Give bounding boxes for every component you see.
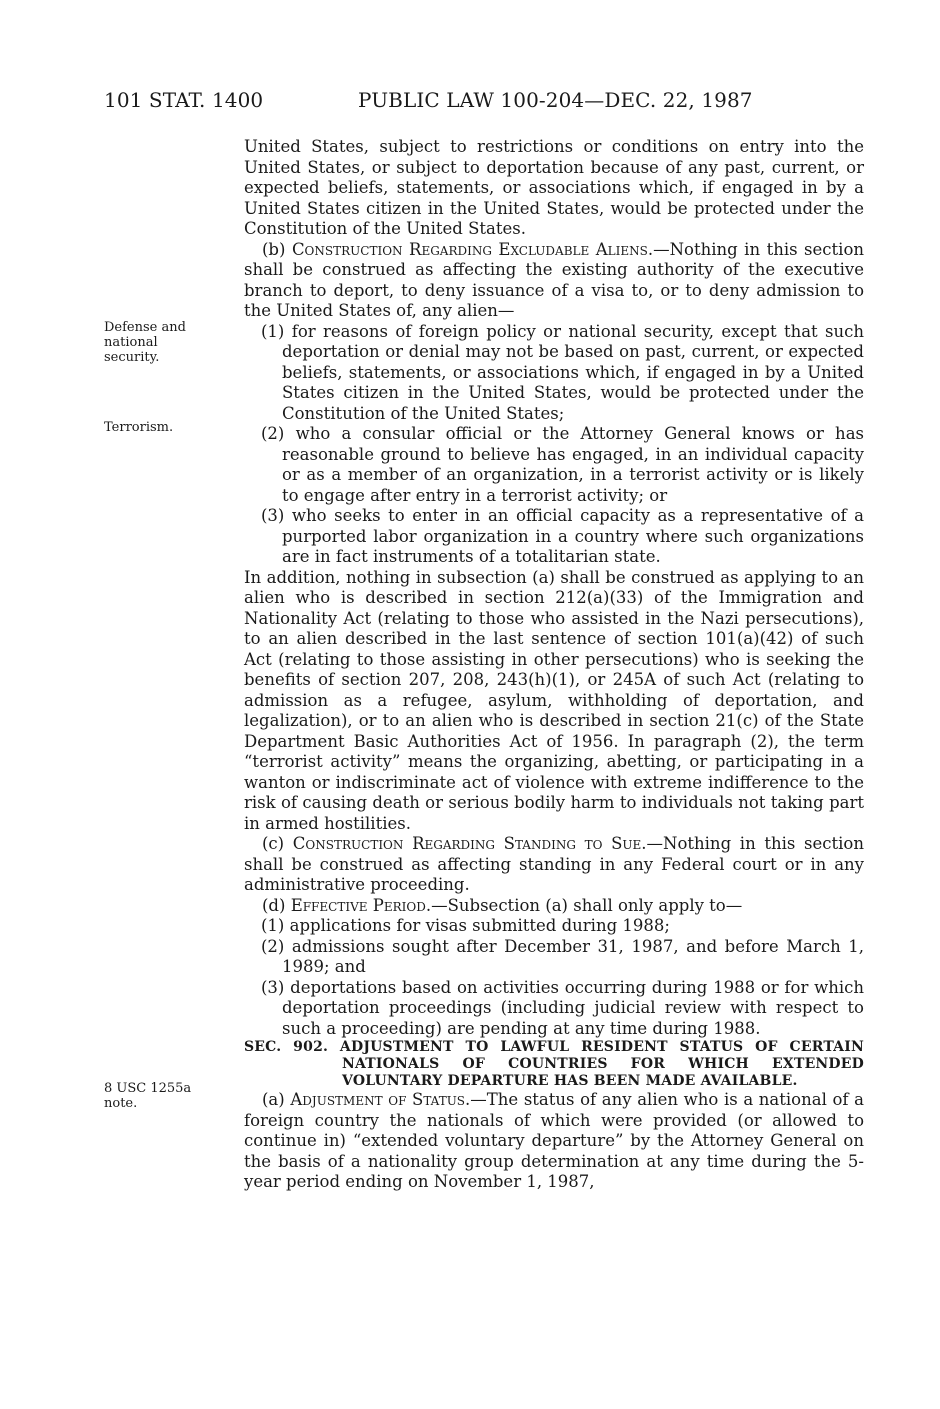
subsection-d-text: —Subsection (a) shall only apply to— (431, 895, 743, 915)
subsection-a-label: (a) (262, 1090, 285, 1109)
subsection-d-title: Effective Period. (290, 895, 432, 915)
margin-note-defense: Defense and national security. (104, 320, 186, 365)
paragraph-d1: (1) applications for visas submitted during 1988; (261, 916, 670, 935)
subsection-c-text: —Nothing in this section shall be construed as affecting standing in any Federal court or in any administrative proceeding. (244, 834, 864, 894)
subsection-d (244, 896, 864, 917)
paragraph-b3: (3) who seeks to enter in an official capacity as a representative of a purported labor organization in a country where such organizations are in fact instruments of a totalitarian state. (261, 506, 864, 566)
subsection-b-label: (b) (262, 239, 286, 259)
subsection-b-title: Construction Regarding Excludable Aliens. (291, 239, 654, 259)
paragraph-d3: (3) deportations based on activities occurring during 1988 or for which deportation proceedings (including judicial review with respect to such a proceeding) are pending at any time during 1988. (261, 977, 864, 1038)
subsection-a-text: —The status of any alien who is a national of a foreign country the nationals of which were provided (or allowed to continue in) “extended voluntary departure” by the Attorney General on the basis of a nationality group determination at any time during the 5-year period ending on November 1, 1987, (244, 1090, 864, 1191)
subsection-c (244, 834, 864, 896)
page-header (104, 88, 864, 118)
paragraph-continuation: United States, subject to restrictions or conditions on entry into the United States, or subject to deportation because of any past, current, or expected beliefs, statements, or associations which, if engaged in by a United States citizen in the United States, would be protected under the Constitution of the United States. (244, 137, 864, 238)
subsection-a-title: Adjustment of Status. (290, 1090, 471, 1109)
paragraph-d2: (2) admissions sought after December 31, 1987, and before March 1, 1989; and (261, 936, 864, 976)
margin-note-usc: 8 USC 1255a note. (104, 1081, 192, 1111)
stat-citation: 101 STAT. 1400 (104, 88, 264, 112)
subsection-b-text: —Nothing in this section shall be construed as affecting the existing authority of the executive branch to deport, to deny issuance of a visa to, or to deny admission to the United States of, any alien— (244, 239, 865, 320)
document-body (244, 137, 864, 1193)
subsection-b (244, 240, 864, 322)
subsection-c-label: (c) (262, 834, 285, 853)
subsection-d-label: (d) (262, 895, 286, 915)
law-title: PUBLIC LAW 100-204—DEC. 22, 1987 (358, 88, 753, 112)
margin-note-terrorism: Terrorism. (104, 420, 174, 435)
section-902-heading: SEC. 902. ADJUSTMENT TO LAWFUL RESIDENT STATUS OF CERTAIN NATIONALS OF COUNTRIES FOR WHICH EXTENDED VOLUNTARY DEPARTURE HAS BEEN MADE AVAILABLE. (244, 1039, 864, 1089)
paragraph-b2: (2) who a consular official or the Attorney General knows or has reasonable ground to believe has engaged, in an individual capacity or as a member of an organization, in a terrorist activity or is likely to engage after entry in a terrorist activity; or (261, 424, 864, 505)
paragraph-b1: (1) for reasons of foreign policy or national security, except that such deportation or denial may not be based on past, current, or expected beliefs, statements, or associations which, if engaged in by a United States citizen in the United States, would be protected under the Constitution of the United States; (261, 321, 864, 423)
subsection-c-title: Construction Regarding Standing to Sue. (292, 834, 647, 853)
paragraph-b-addition: In addition, nothing in subsection (a) shall be construed as applying to an alien who is described in section 212(a)(33) of the Immigration and Nationality Act (relating to those who assisted in the Nazi persecutions), to an alien described in the last sentence of section 101(a)(42) of such Act (relating to those assisting in other persecutions) who is seeking the benefits of section 207, 208, 243(h)(1), or 245A of such Act (relating to admission as a refugee, asylum, withholding of deportation, and legalization), or to an alien who is described in section 21(c) of the State Department Basic Authorities Act of 1956. In paragraph (2), the term “terrorist activity” means the organizing, abetting, or participating in a wanton or indiscriminate act of violence with extreme indifference to the risk of causing death or serious bodily harm to individuals not taking part in armed hostilities. (244, 567, 864, 833)
subsection-a (244, 1090, 864, 1193)
